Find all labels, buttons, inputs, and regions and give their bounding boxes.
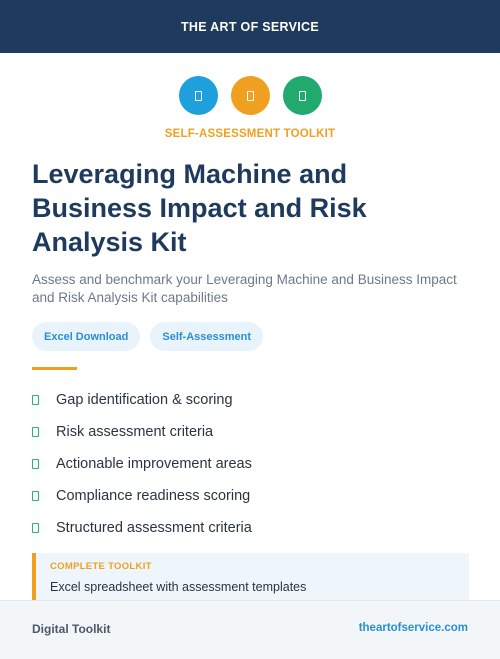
feature-label: Actionable improvement areas: [56, 456, 252, 472]
document-glyph: [195, 91, 202, 101]
document-icon: [283, 76, 322, 115]
footer-label: Digital Toolkit: [32, 622, 111, 636]
check-icon: [32, 459, 39, 469]
feature-label: Structured assessment criteria: [56, 520, 252, 536]
check-icon: [32, 491, 39, 501]
brand-title: THE ART OF SERVICE: [180, 19, 320, 34]
check-icon: [32, 523, 39, 533]
toolkit-callout: [32, 553, 469, 601]
feature-label: Risk assessment criteria: [56, 424, 214, 440]
document-glyph: [299, 91, 306, 101]
feature-item: [32, 512, 252, 544]
tag-self-assessment: Self-Assessment: [150, 322, 263, 351]
page-title: Leveraging Machine and Business Impact and Risk Analysis Kit: [32, 159, 367, 257]
tag-excel-download: Excel Download: [32, 322, 140, 351]
feature-item: [32, 384, 252, 416]
website-link[interactable]: theartofservice.com: [358, 622, 468, 634]
feature-label: Gap identification & scoring: [56, 392, 233, 408]
feature-item: [32, 416, 252, 448]
callout-kicker: COMPLETE TOOLKIT: [50, 561, 152, 572]
callout-text: Excel spreadsheet with assessment templates: [50, 580, 307, 594]
document-glyph: [247, 91, 254, 101]
feature-label: Compliance readiness scoring: [56, 488, 251, 504]
document-icon: [179, 76, 218, 115]
tag-row: [32, 322, 263, 351]
document-icon: [231, 76, 270, 115]
footer-bar: [0, 600, 500, 659]
feature-item: [32, 480, 252, 512]
accent-divider: [32, 367, 77, 370]
page-subtitle: Assess and benchmark your Leveraging Machine and Business Impact and Risk Analysis Kit capabilities: [32, 272, 457, 305]
feature-list: [32, 384, 252, 544]
header-bar: [0, 0, 500, 53]
toolkit-kicker: SELF-ASSESSMENT TOOLKIT: [164, 128, 336, 140]
feature-item: [32, 448, 252, 480]
check-icon: [32, 395, 39, 405]
icon-row: [0, 76, 500, 115]
check-icon: [32, 427, 39, 437]
